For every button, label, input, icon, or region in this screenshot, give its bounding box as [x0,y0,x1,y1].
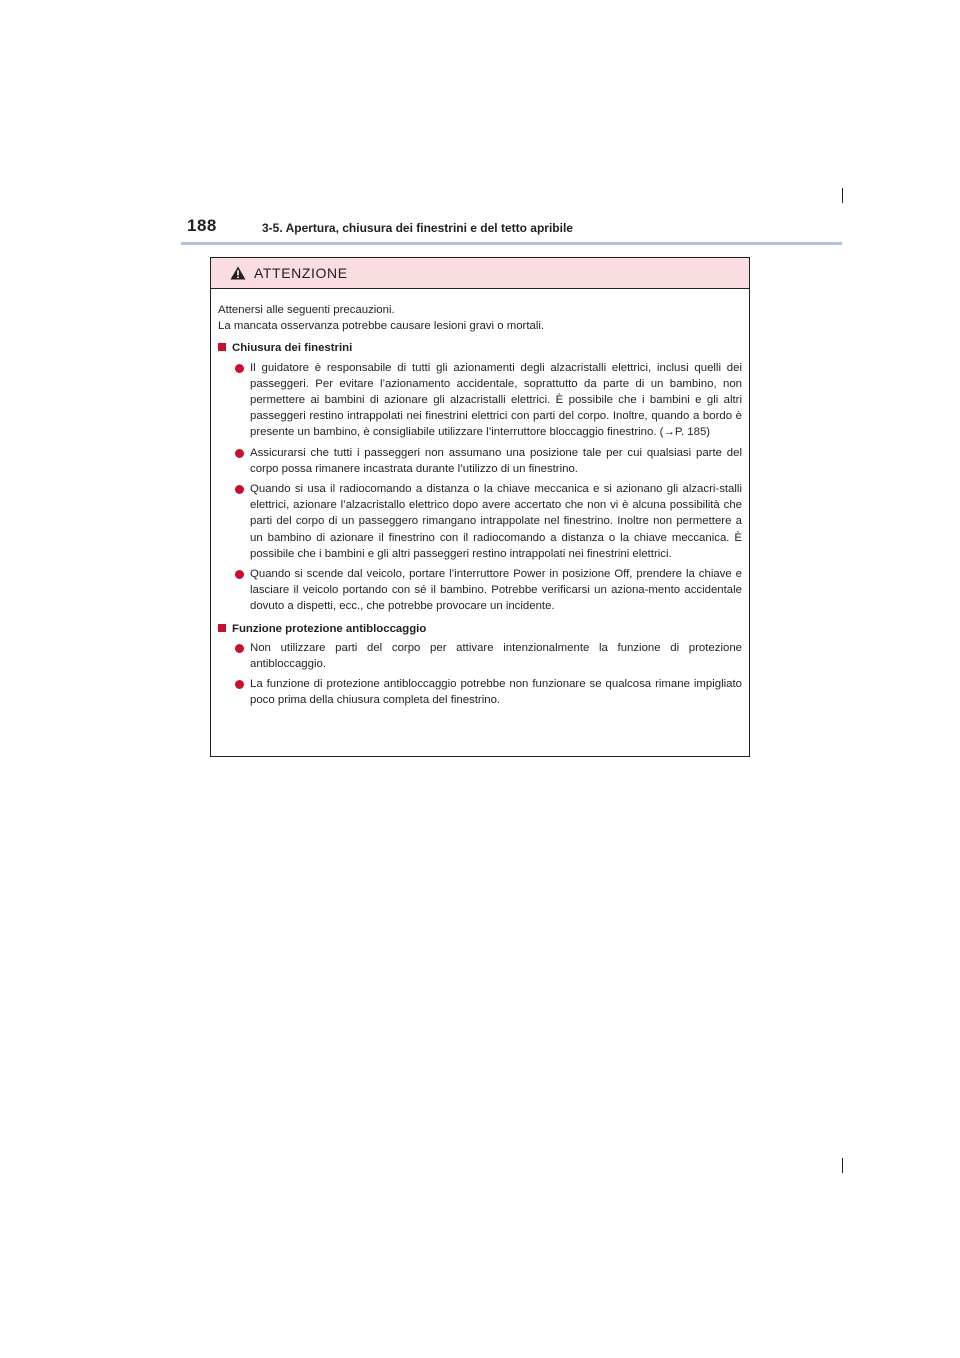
intro-line: Attenersi alle seguenti precauzioni. [218,304,395,316]
warning-body [211,289,749,709]
bullet-dot-icon [235,485,244,494]
list-item [218,445,742,477]
list-item [218,360,742,441]
subsection-heading-text: Funzione protezione antibloccaggio [232,622,427,635]
header-rule [181,242,842,245]
subsection-window-closing [218,340,742,614]
crop-mark-bottom [842,1158,843,1173]
subsection-heading [218,340,742,356]
subsection-heading-text: Chiusura dei finestrini [232,342,353,355]
list-item-text: Non utilizzare parti del corpo per attivare intenzionalmente la funzione di protezione antibloccaggio. [250,641,742,671]
list-item [218,566,742,615]
subsection-anti-pinch [218,621,742,709]
intro-line: La mancata osservanza potrebbe causare lesioni gravi o mortali. [218,320,545,333]
list-item-text: Il guidatore è responsabile di tutti gli azionamenti degli alzacristalli elettrici, inclusi quelli dei passeggeri. Per evitare l’azionamento accidentale, soprattutto da parte di un bambino, non permettere ai bambini di azionare gli alzacristalli elettrici. È possibile che i bambini e gli altri passeggeri restino intrappolati nei finestrini elettrici con parti del corpo. Inoltre, quando a bordo è presente un bambino, è consigliabile utilizzare l’interruttore bloccaggio finestrino. (→P. 185) [250,361,742,439]
bullet-dot-icon [235,680,244,689]
list-item [218,481,742,562]
bullet-dot-icon [235,570,244,579]
warning-header [211,258,749,289]
list-item [218,640,742,672]
list-item-text: Assicurarsi che tutti i passeggeri non assumano una posizione tale per cui qualsiasi parte del corpo possa rimanere incastrata durante l’utilizzo di un finestrino. [250,446,742,475]
square-bullet-icon [218,624,226,632]
subsection-heading [218,621,742,637]
list-item-text: La funzione di protezione antibloccaggio potrebbe non funzionare se qualcosa rimane impigliato poco prima della chiusura completa del finestrino. [250,678,742,707]
bullet-dot-icon [235,364,244,373]
list-item-text: Quando si scende dal veicolo, portare l’interruttore Power in posizione Off, prendere la chiave e lasciare il veicolo portando con sé il bambino. Potrebbe verificarsi un aziona-mento accidentale dovuto a dispetti, ecc., che potrebbe provocare un incidente. [250,568,742,613]
warning-box [210,257,750,757]
warning-triangle-icon [230,266,246,280]
bullet-dot-icon [235,449,244,458]
list-item [218,676,742,708]
bullet-dot-icon [235,644,244,653]
list-item-text: Quando si usa il radiocomando a distanza o la chiave meccanica e si azionano gli alzacri-stalli elettrici, azionare l’alzacristallo elettrico dopo avere accertato che non vi è alcuna possibilità che parti del corpo di un passeggero rimangano intrappolate nel finestrino. Inoltre non permettere a un bambino di azionare il finestrino con il radiocomando a distanza o la chiave meccanica. È possibile che i bambini e gli altri passeggeri restino intrappolati nei finestrini elettrici. [250,483,742,560]
section-title: 3-5. Apertura, chiusura dei finestrini e del tetto apribile [262,221,573,235]
page-number: 188 [187,216,217,235]
warning-title: ATTENZIONE [254,265,348,281]
crop-mark-top [842,188,843,203]
square-bullet-icon [218,343,226,351]
